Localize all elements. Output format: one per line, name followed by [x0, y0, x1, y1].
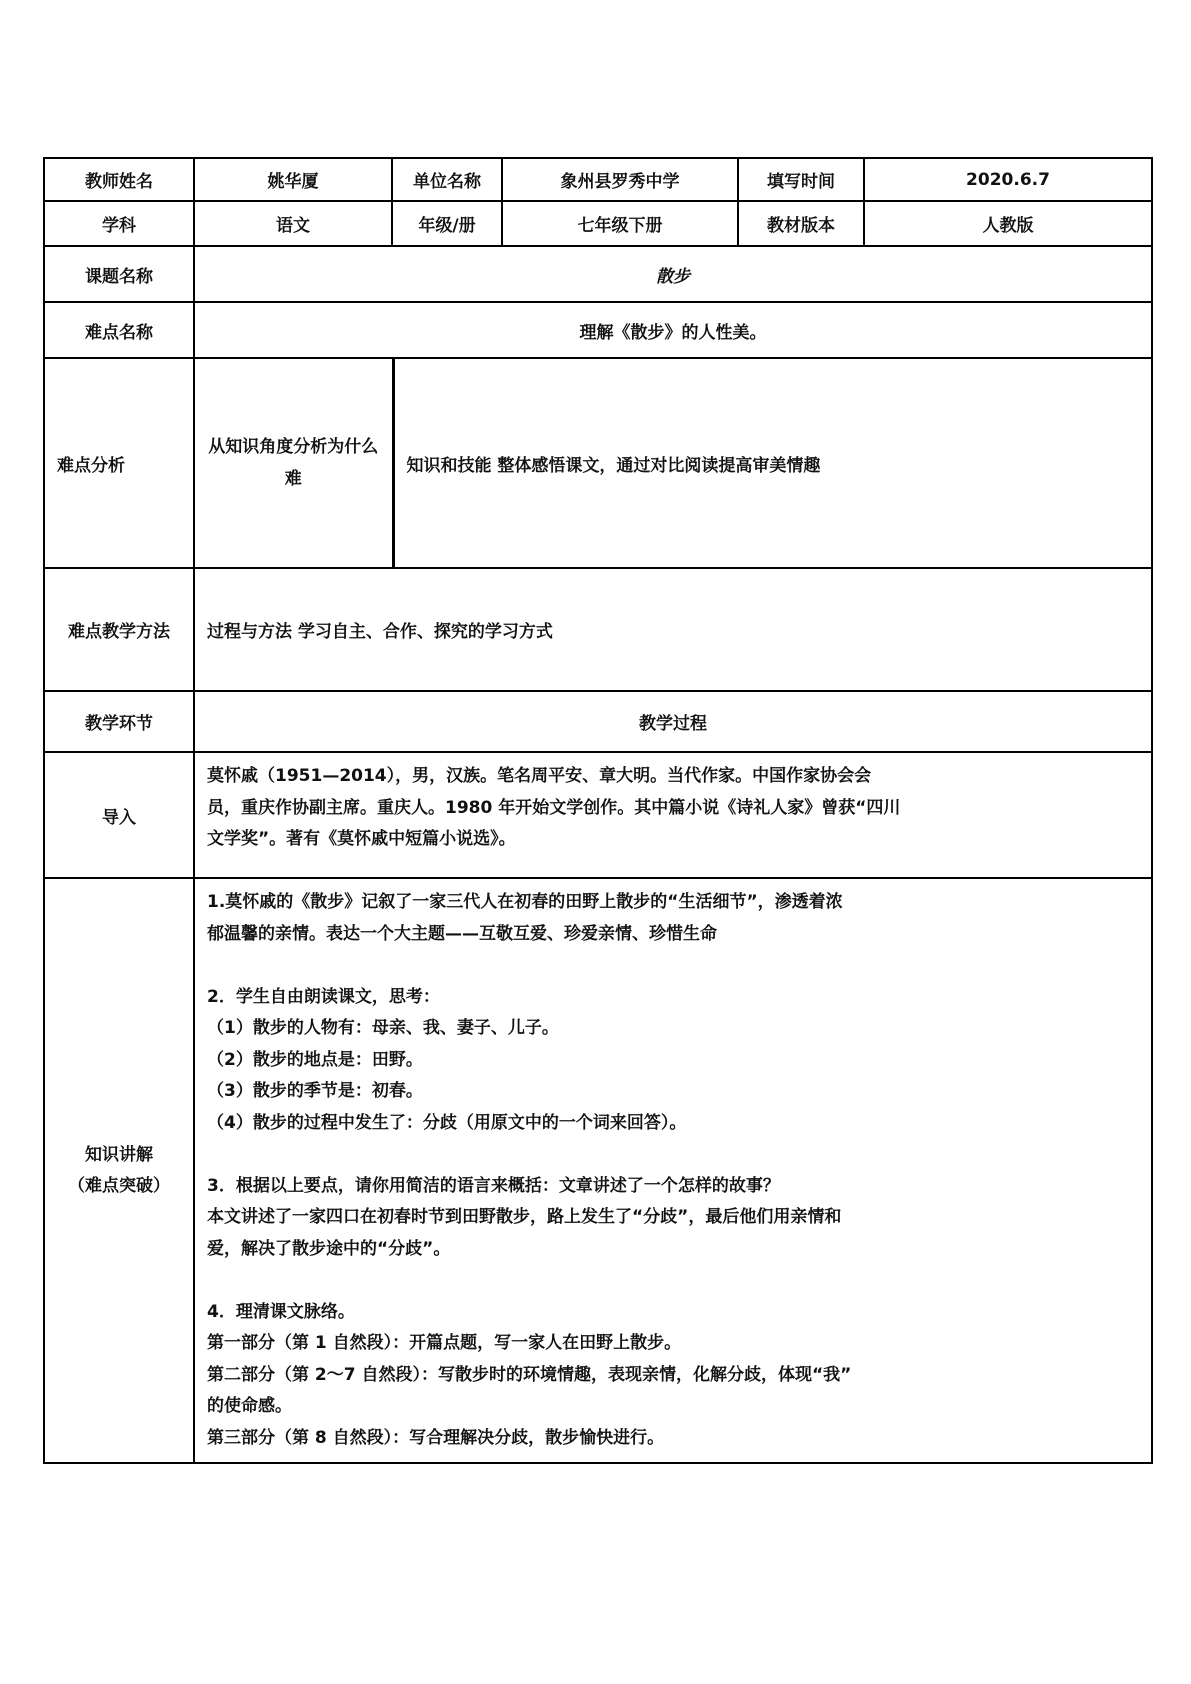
knowledge-line: 郁温馨的亲情。表达一个大主题——互敬互爱、珍爱亲情、珍惜生命 [207, 923, 717, 944]
intro-line: 莫怀戚（1951—2014），男，汉族。笔名周平安、章大明。当代作家。中国作家协会会 [207, 766, 872, 786]
knowledge-line: （2）散步的地点是：田野。 [207, 1049, 423, 1070]
knowledge-line: （4）散步的过程中发生了：分歧（用原文中的一个词来回答）。 [207, 1112, 687, 1133]
topic-row [44, 246, 1152, 302]
knowledge-content [194, 878, 1152, 1463]
analysis-row [44, 358, 1152, 568]
process-label: 教学环节 [44, 691, 194, 752]
method-label: 难点教学方法 [44, 568, 194, 691]
lesson-plan-table [43, 157, 1153, 1464]
date-label: 填写时间 [738, 158, 864, 201]
knowledge-line: 第三部分（第 8 自然段）：写合理解决分歧，散步愉快进行。 [207, 1427, 665, 1448]
intro-line: 员，重庆作协副主席。重庆人。1980 年开始文学创作。其中篇小说《诗礼人家》曾获“四川 [207, 797, 901, 818]
analysis-cell [194, 358, 1152, 568]
teacher-label: 教师姓名 [44, 158, 194, 201]
intro-content [194, 752, 1152, 878]
knowledge-line: 爱，解决了散步途中的“分歧”。 [207, 1238, 451, 1259]
method-row [44, 568, 1152, 691]
knowledge-line: 1.莫怀戚的《散步》记叙了一家三代人在初春的田野上散步的“生活细节”，渗透着浓 [207, 892, 843, 912]
knowledge-line: 第二部分（第 2～7 自然段）：写散步时的环境情趣，表现亲情，化解分歧，体现“我” [207, 1364, 852, 1385]
difficulty-value: 理解《散步》的人性美。 [194, 302, 1152, 358]
grade-value: 七年级下册 [502, 201, 738, 246]
knowledge-line: （1）散步的人物有：母亲、我、妻子、儿子。 [207, 1018, 559, 1038]
analysis-sub-label: 从知识角度分析为什么难 [195, 359, 393, 567]
knowledge-line [207, 1139, 1139, 1171]
edition-label: 教材版本 [738, 201, 864, 246]
topic-value: 散步 [194, 246, 1152, 302]
grade-label: 年级/册 [392, 201, 502, 246]
info-row-2 [44, 201, 1152, 246]
intro-line: 文学奖”。著有《莫怀戚中短篇小说选》。 [207, 829, 516, 849]
topic-label: 课题名称 [44, 246, 194, 302]
knowledge-line: 本文讲述了一家四口在初春时节到田野散步，路上发生了“分歧”，最后他们用亲情和 [207, 1207, 842, 1227]
subject-label: 学科 [44, 201, 194, 246]
knowledge-label [44, 878, 194, 1463]
unit-label: 单位名称 [392, 158, 502, 201]
knowledge-line: 的使命感。 [207, 1396, 292, 1416]
process-row [44, 691, 1152, 752]
knowledge-line: 2．学生自由朗读课文，思考： [207, 986, 440, 1007]
difficulty-label: 难点名称 [44, 302, 194, 358]
knowledge-line: 4．理清课文脉络。 [207, 1301, 355, 1322]
subject-value: 语文 [194, 201, 392, 246]
info-row-1 [44, 158, 1152, 201]
knowledge-line [207, 1265, 1139, 1297]
analysis-content: 知识和技能 整体感悟课文，通过对比阅读提高审美情趣 [406, 455, 821, 476]
method-content: 过程与方法 学习自主、合作、探究的学习方式 [194, 568, 1152, 691]
intro-row [44, 752, 1152, 878]
analysis-label: 难点分析 [44, 358, 194, 568]
analysis-inner-table [195, 359, 1151, 567]
knowledge-line: （3）散步的季节是：初春。 [207, 1081, 423, 1101]
lesson-plan-sheet [43, 157, 1151, 1464]
edition-value: 人教版 [864, 201, 1152, 246]
date-value: 2020.6.7 [864, 158, 1152, 201]
knowledge-line: 第一部分（第 1 自然段）：开篇点题，写一家人在田野上散步。 [207, 1333, 682, 1353]
knowledge-label-line-2: （难点突破） [68, 1175, 170, 1196]
knowledge-label-line-1: 知识讲解 [85, 1144, 153, 1165]
teacher-value: 姚华厦 [194, 158, 392, 201]
process-value: 教学过程 [194, 691, 1152, 752]
difficulty-row [44, 302, 1152, 358]
knowledge-line: 3．根据以上要点，请你用简洁的语言来概括：文章讲述了一个怎样的故事？ [207, 1175, 780, 1196]
knowledge-line [207, 950, 1139, 982]
unit-value: 象州县罗秀中学 [502, 158, 738, 201]
knowledge-row [44, 878, 1152, 1463]
intro-label: 导入 [44, 752, 194, 878]
